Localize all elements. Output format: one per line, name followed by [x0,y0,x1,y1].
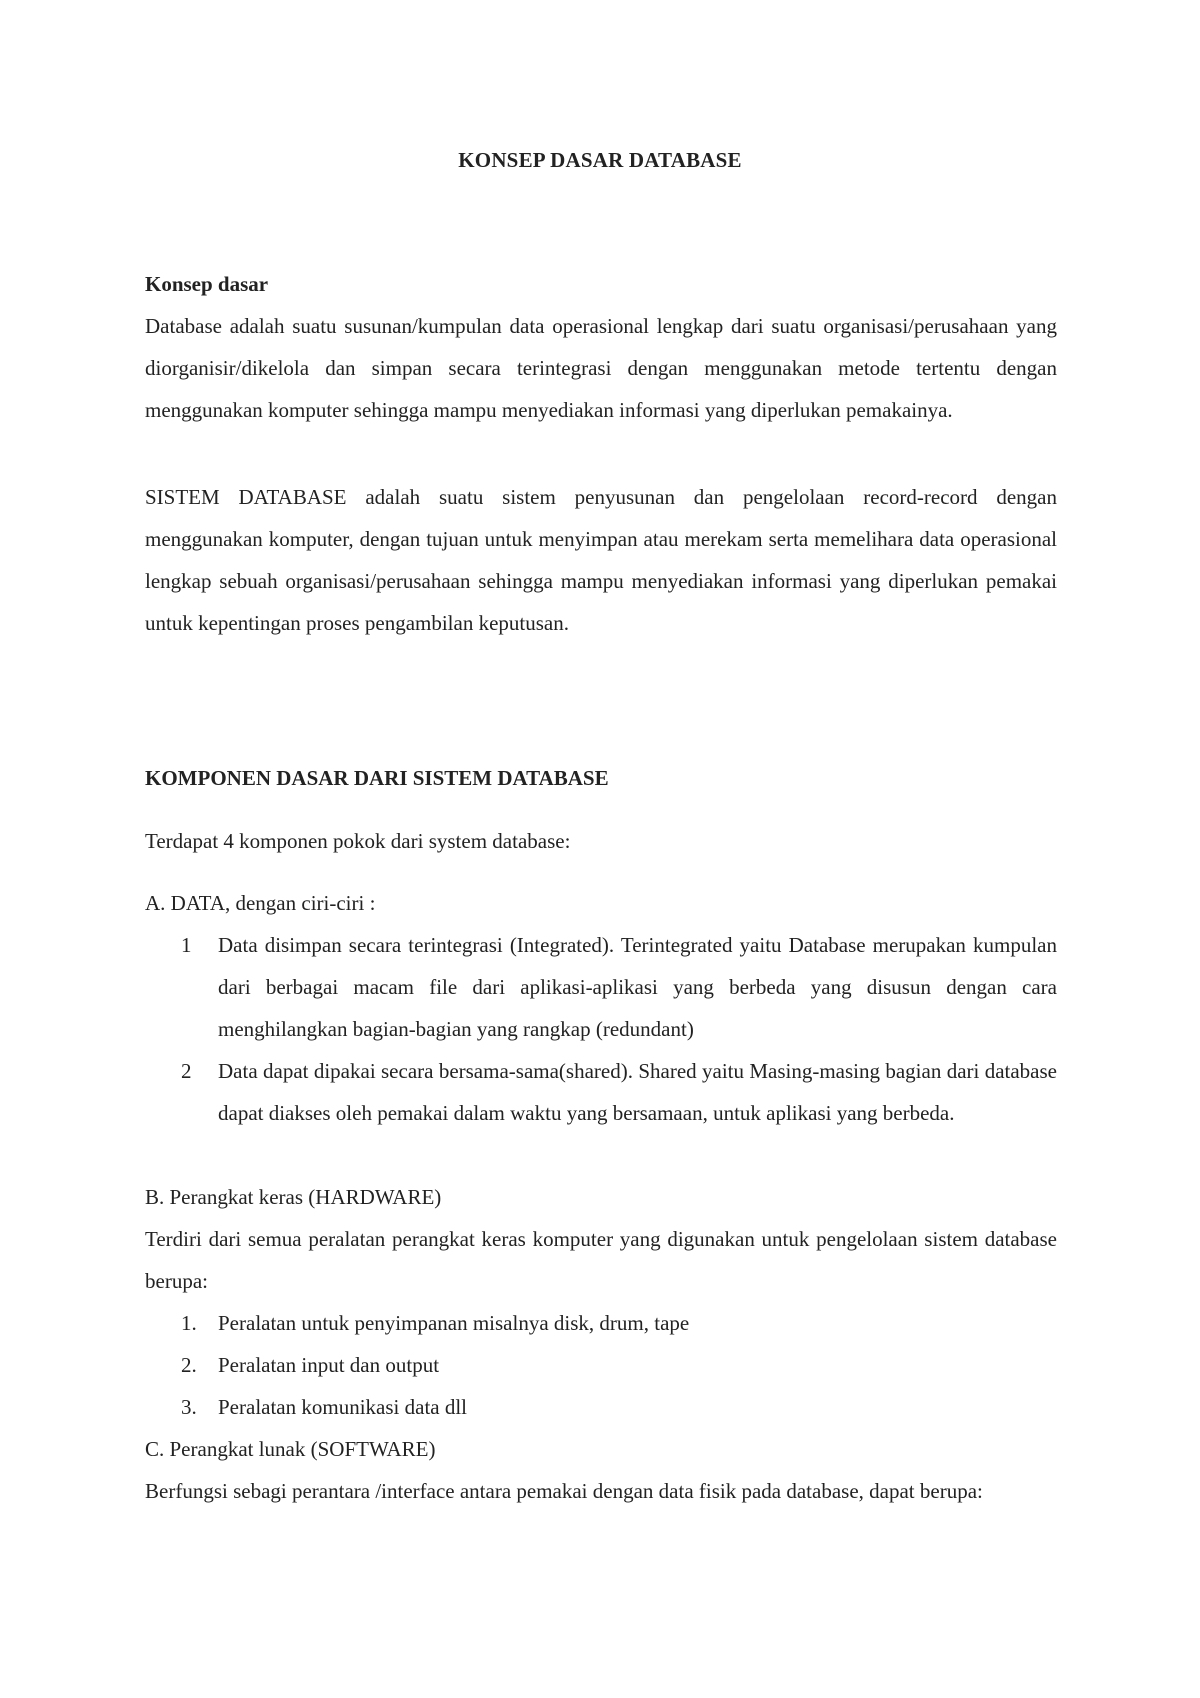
component-b-label: B. Perangkat keras (HARDWARE) [145,1185,442,1209]
components-intro: Terdapat 4 komponen pokok dari system database: [145,829,571,853]
document-title: KONSEP DASAR DATABASE [458,148,742,172]
list-item-text: Peralatan input dan output [218,1353,440,1377]
section-heading-komponen-dasar: KOMPONEN DASAR DARI SISTEM DATABASE [145,766,609,790]
list-item-number: 2 [181,1059,192,1083]
list-item-number: 3. [181,1395,197,1419]
list-item [145,1050,1057,1134]
list-item [145,924,1057,1050]
component-a-label: A. DATA, dengan ciri-ciri : [145,891,376,915]
section-heading-konsep-dasar: Konsep dasar [145,272,269,296]
component-b-description: Terdiri dari semua peralatan perangkat keras komputer yang digunakan untuk pengelolaan sistem database berupa: [145,1227,1057,1293]
list-item [145,1344,1057,1386]
list-item-text: Peralatan untuk penyimpanan misalnya disk, drum, tape [218,1311,690,1335]
paragraph-database-definition: Database adalah suatu susunan/kumpulan data operasional lengkap dari suatu organisasi/perusahaan yang diorganisir/dikelola dan simpan secara terintegrasi dengan menggunakan metode tertentu dengan menggunakan komputer sehingga mampu menyediakan informasi yang diperlukan pemakainya. [145,314,1057,422]
list-item-number: 1 [181,933,192,957]
paragraph-sistem-database-definition: SISTEM DATABASE adalah suatu sistem penyusunan dan pengelolaan record-record dengan menggunakan komputer, dengan tujuan untuk menyimpan atau merekam serta memelihara data operasional lengkap sebuah organisasi/perusahaan sehingga mampu menyediakan informasi yang diperlukan pemakai untuk kepentingan proses pengambilan keputusan. [145,485,1057,635]
list-item-number: 1. [181,1311,197,1335]
list-item-text: Peralatan komunikasi data dll [218,1395,468,1419]
component-c-description: Berfungsi sebagi perantara /interface antara pemakai dengan data fisik pada database, dapat berupa: [145,1479,983,1503]
component-c-label: C. Perangkat lunak (SOFTWARE) [145,1437,436,1461]
list-item-number: 2. [181,1353,197,1377]
list-item-text: Data dapat dipakai secara bersama-sama(shared). Shared yaitu Masing-masing bagian dari database dapat diakses oleh pemakai dalam waktu yang bersamaan, untuk aplikasi yang berbeda. [218,1059,1057,1125]
list-item-text: Data disimpan secara terintegrasi (Integrated). Terintegrated yaitu Database merupakan kumpulan dari berbagai macam file dari aplikasi-aplikasi yang berbeda yang disusun dengan cara menghilangkan bagian-bagian yang rangkap (redundant) [218,933,1057,1041]
list-item [145,1386,1057,1428]
list-item [145,1302,1057,1344]
